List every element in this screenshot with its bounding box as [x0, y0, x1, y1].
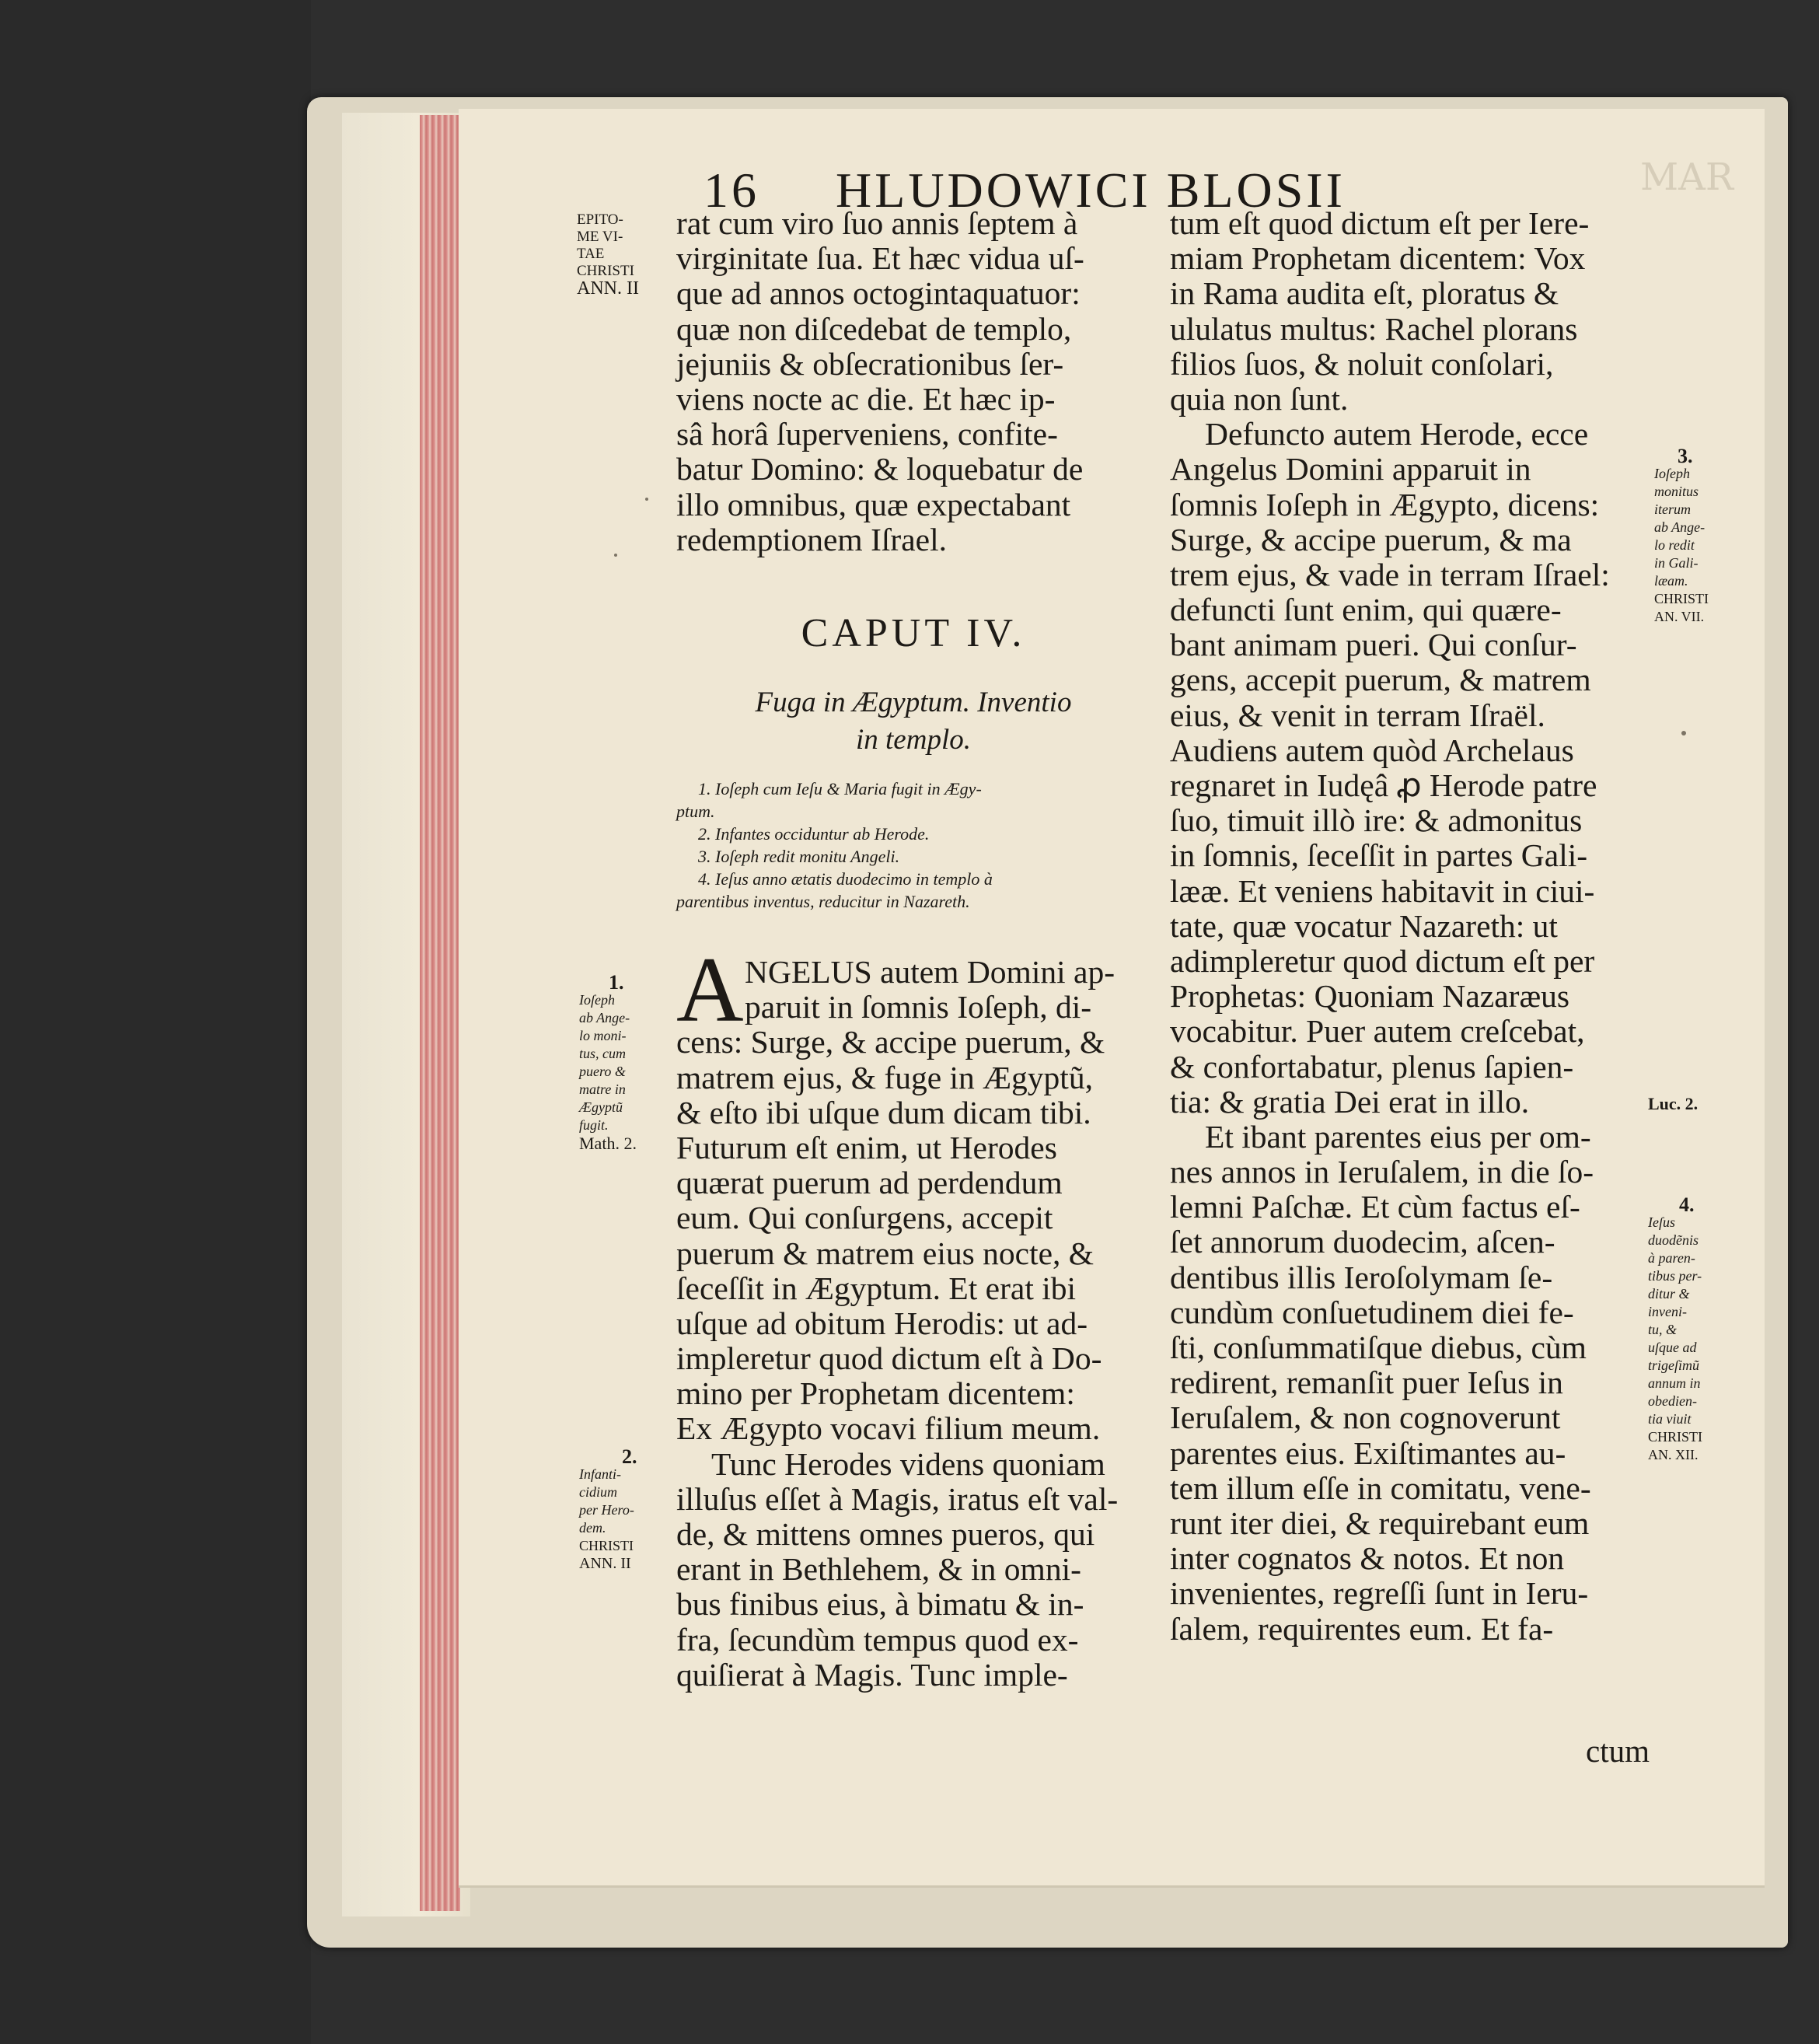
margin-note-epitome: [577, 211, 639, 297]
background-left: [0, 0, 311, 2044]
chapter-subtitle: [676, 684, 1150, 759]
margin-note-3: [1654, 447, 1709, 626]
margin-note-2: [579, 1445, 637, 1573]
margin-line: lo moni-: [579, 1028, 627, 1043]
text-line: lææ. Et veniens habitavit in ciui-: [1170, 872, 1595, 909]
margin-line: ANN. II: [577, 278, 639, 299]
summary-line: parentibus inventus, reducitur in Nazareth.: [676, 892, 970, 911]
margin-number: 2.: [622, 1445, 637, 1468]
text-line: cens: Surge, & accipe puerum, &: [676, 1024, 1105, 1060]
text-line: tate, quæ vocatur Nazareth: ut: [1170, 907, 1558, 944]
text-line: erant in Bethlehem, & in omni-: [676, 1551, 1081, 1588]
text-line: virginitate ſua. Et hæc vidua uſ-: [676, 240, 1084, 277]
margin-line: trigeſimũ: [1648, 1357, 1699, 1373]
margin-line: monitus: [1654, 484, 1699, 499]
margin-line: ditur &: [1648, 1286, 1690, 1302]
text-line: & confortabatur, plenus ſapien-: [1170, 1048, 1574, 1085]
text-line: NGELUS autem Domini ap-: [745, 954, 1115, 990]
text-line: ſalem, requirentes eum. Et fa-: [1170, 1610, 1554, 1647]
margin-line: obedien-: [1648, 1393, 1697, 1409]
margin-number: 1.: [609, 971, 624, 994]
margin-line: ANN. II: [579, 1555, 631, 1572]
margin-line: læam.: [1654, 573, 1688, 589]
text-line: ſeceſſit in Ægyptum. Et erat ibi: [676, 1270, 1077, 1306]
margin-line: tia viuit: [1648, 1411, 1692, 1427]
margin-line: Ægyptũ: [579, 1099, 623, 1115]
text-line: mino per Prophetam dicentem:: [676, 1375, 1075, 1412]
text-line: ſomnis Ioſeph in Ægypto, dicens:: [1170, 486, 1600, 522]
text-line: paruit in ſomnis Ioſeph, di-: [745, 989, 1092, 1025]
text-line: illo omnibus, quæ expectabant: [676, 486, 1071, 522]
text-line: filios ſuos, & noluit conſolari,: [1170, 345, 1554, 382]
text-line: redirent, remanſit puer Ieſus in: [1170, 1364, 1563, 1401]
margin-note-luc: [1648, 1095, 1698, 1113]
text-line: ſti, conſummatiſque diebus, cùm: [1170, 1329, 1587, 1365]
text-line: Prophetas: Quoniam Nazaræus: [1170, 978, 1570, 1015]
margin-number: 4.: [1679, 1193, 1695, 1216]
margin-line: Luc. 2.: [1648, 1094, 1699, 1113]
margin-line: CHRISTI: [577, 263, 634, 279]
text-line: lemni Paſchæ. Et cùm factus eſ-: [1170, 1189, 1580, 1225]
text-line: bus finibus eius, à bimatu & in-: [676, 1586, 1084, 1623]
margin-line: Math. 2.: [579, 1134, 637, 1153]
margin-line: matre in: [579, 1081, 626, 1097]
summary-line: 3. Ioſeph redit monitu Angeli.: [698, 847, 900, 866]
text-line: que ad annos octogintaquatuor:: [676, 275, 1081, 312]
text-line: fra, ſecundùm tempus quod ex-: [676, 1621, 1079, 1658]
text-line: parentes eius. Exiſtimantes au-: [1170, 1434, 1566, 1471]
margin-line: AN. XII.: [1648, 1447, 1699, 1462]
margin-line: lo redit: [1654, 537, 1695, 553]
text-line: nes annos in Ieruſalem, in die ſo-: [1170, 1154, 1594, 1190]
margin-line: Ieſus: [1648, 1214, 1675, 1230]
left-column-top: [676, 206, 1150, 557]
margin-line: inveni-: [1648, 1304, 1687, 1319]
text-line: Tunc Herodes videns quoniam: [711, 1445, 1105, 1482]
text-line: uſque ad obitum Herodis: ut ad-: [676, 1305, 1088, 1341]
text-line: batur Domino: & loquebatur de: [676, 451, 1084, 487]
summary-line: 2. Infantes occiduntur ab Herode.: [698, 824, 930, 844]
margin-line: CHRISTI: [1648, 1429, 1703, 1445]
text-line: trem ejus, & vade in terram Iſrael:: [1170, 556, 1610, 592]
text-line: bant animam pueri. Qui conſur-: [1170, 627, 1577, 663]
text-line: quia non ſunt.: [1170, 380, 1349, 417]
margin-line: duodẽnis: [1648, 1232, 1699, 1248]
bleed-through-text: MAR: [1640, 155, 1733, 199]
text-line: tia: & gratia Dei erat in illo.: [1170, 1083, 1530, 1120]
summary-line: 4. Ieſus anno ætatis duodecimo in templo à: [698, 869, 993, 889]
margin-line: tibus per-: [1648, 1268, 1702, 1284]
margin-line: cidium: [579, 1484, 617, 1500]
text-line: impleretur quod dictum eſt à Do-: [676, 1340, 1102, 1377]
summary-line: ptum.: [676, 802, 715, 821]
margin-line: EPITO-: [577, 211, 623, 228]
text-line: puerum & matrem eius nocte, &: [676, 1235, 1095, 1271]
text-line: in Rama audita eſt, ploratus &: [1170, 275, 1559, 312]
text-line: jejuniis & obſecrationibus ſer-: [676, 345, 1064, 382]
text-line: cundùm conſuetudinem diei fe-: [1170, 1294, 1574, 1330]
text-line: gens, accepit puerum, & matrem: [1170, 662, 1591, 698]
text-line: de, & mittens omnes pueros, qui: [676, 1516, 1095, 1552]
summary-line: 1. Ioſeph cum Ieſu & Maria fugit in Ægy-: [698, 779, 982, 798]
text-line: rat cum viro ſuo annis ſeptem à: [676, 205, 1078, 241]
left-column-bottom: [676, 955, 1150, 1693]
text-line: Et ibant parentes eius per om-: [1205, 1118, 1591, 1155]
text-line: runt iter diei, & requirebant eum: [1170, 1504, 1590, 1541]
text-line: Ieruſalem, & non cognoverunt: [1170, 1399, 1561, 1436]
text-line: miam Prophetam dicentem: Vox: [1170, 240, 1586, 277]
margin-note-4: [1648, 1193, 1703, 1464]
margin-line: fugit.: [579, 1117, 609, 1133]
text-line: inter cognatos & notos. Et non: [1170, 1540, 1565, 1577]
text-line: in ſomnis, ſeceſſit in partes Gali-: [1170, 837, 1588, 874]
margin-line: CHRISTI: [579, 1538, 634, 1553]
text-line: viens nocte ac die. Et hæc ip-: [676, 380, 1056, 417]
text-line: ſuo, timuit illò ire: & admonitus: [1170, 802, 1583, 839]
text-line: Ex Ægypto vocavi filium meum.: [676, 1410, 1101, 1447]
ink-spot: [645, 498, 648, 501]
margin-line: iterum: [1654, 501, 1691, 517]
margin-line: ME VI-: [577, 229, 623, 245]
margin-line: Ioſeph: [579, 992, 615, 1008]
margin-line: TAE: [577, 246, 605, 262]
text-line: tem illum eſſe in comitatu, vene-: [1170, 1469, 1591, 1506]
margin-line: annum in: [1648, 1375, 1701, 1391]
text-line: redemptionem Iſrael.: [676, 521, 947, 557]
margin-line: AN. VII.: [1654, 609, 1705, 624]
text-line: dentibus illis Ieroſolymam ſe-: [1170, 1259, 1553, 1295]
text-line: defuncti ſunt enim, qui quære-: [1170, 592, 1562, 628]
drop-cap: A: [676, 938, 744, 1041]
margin-line: dem.: [579, 1520, 606, 1536]
text-line: quæ non diſcedebat de templo,: [676, 310, 1072, 347]
right-column: [1170, 206, 1644, 1647]
text-line: quiſierat à Magis. Tunc imple-: [676, 1656, 1068, 1693]
margin-note-1: [579, 973, 637, 1152]
margin-line: uſque ad: [1648, 1340, 1697, 1355]
text-line: ſet annorum duodecim, aſcen-: [1170, 1224, 1555, 1260]
text-line: Angelus Domini apparuit in: [1170, 451, 1531, 487]
margin-line: tu, &: [1648, 1322, 1678, 1337]
page-number: 16: [704, 162, 759, 218]
text-line: tum eſt quod dictum eſt per Iere-: [1170, 205, 1590, 241]
margin-line: in Gali-: [1654, 555, 1699, 571]
margin-line: per Hero-: [579, 1502, 634, 1518]
text-line: regnaret in Iudęâ ꝓ Herode patre: [1170, 767, 1597, 803]
text-line: Audiens autem quòd Archelaus: [1170, 732, 1574, 768]
subtitle-line: in templo.: [856, 724, 971, 756]
text-line: eum. Qui conſurgens, accepit: [676, 1200, 1053, 1236]
text-line: invenientes, regreſſi ſunt in Ieru-: [1170, 1575, 1589, 1612]
text-line: eius, & venit in terram Iſraël.: [1170, 697, 1545, 733]
margin-line: puero &: [579, 1064, 626, 1079]
chapter-summary: [676, 777, 1150, 913]
text-line: Futurum eſt enim, ut Herodes: [676, 1129, 1057, 1165]
text-line: ululatus multus: Rachel plorans: [1170, 310, 1578, 347]
margin-line: à paren-: [1648, 1250, 1695, 1266]
chapter-heading: CAPUT IV.: [801, 611, 1026, 655]
text-line: sâ horâ ſuperveniens, confite-: [676, 416, 1058, 452]
text-line: quærat puerum ad perdendum: [676, 1165, 1063, 1201]
catchword: ctum: [1586, 1733, 1650, 1769]
text-line: Defuncto autem Herode, ecce: [1205, 416, 1589, 452]
margin-line: Ioſeph: [1654, 466, 1690, 481]
margin-number: 3.: [1678, 445, 1693, 467]
text-line: adimpleretur quod dictum eſt per: [1170, 942, 1595, 979]
text-line: Surge, & accipe puerum, & ma: [1170, 521, 1572, 557]
text-line: & eſto ibi uſque dum dicam tibi.: [676, 1094, 1091, 1130]
text-line: illuſus eſſet à Magis, iratus eſt val-: [676, 1480, 1119, 1517]
margin-line: ab Ange-: [579, 1010, 630, 1025]
margin-line: Infanti-: [579, 1466, 621, 1482]
subtitle-line: Fuga in Ægyptum. Inventio: [755, 687, 1072, 718]
margin-line: CHRISTI: [1654, 591, 1709, 606]
margin-line: tus, cum: [579, 1046, 626, 1061]
text-line: vocabitur. Puer autem creſcebat,: [1170, 1013, 1585, 1050]
margin-line: ab Ange-: [1654, 519, 1706, 535]
running-title: HLUDOWICI BLOSII: [836, 162, 1346, 218]
text-line: matrem ejus, & fuge in Ægyptũ,: [676, 1059, 1093, 1095]
ink-spot: [614, 554, 617, 557]
red-page-edge: [420, 115, 460, 1911]
ink-spot: [1681, 731, 1686, 735]
